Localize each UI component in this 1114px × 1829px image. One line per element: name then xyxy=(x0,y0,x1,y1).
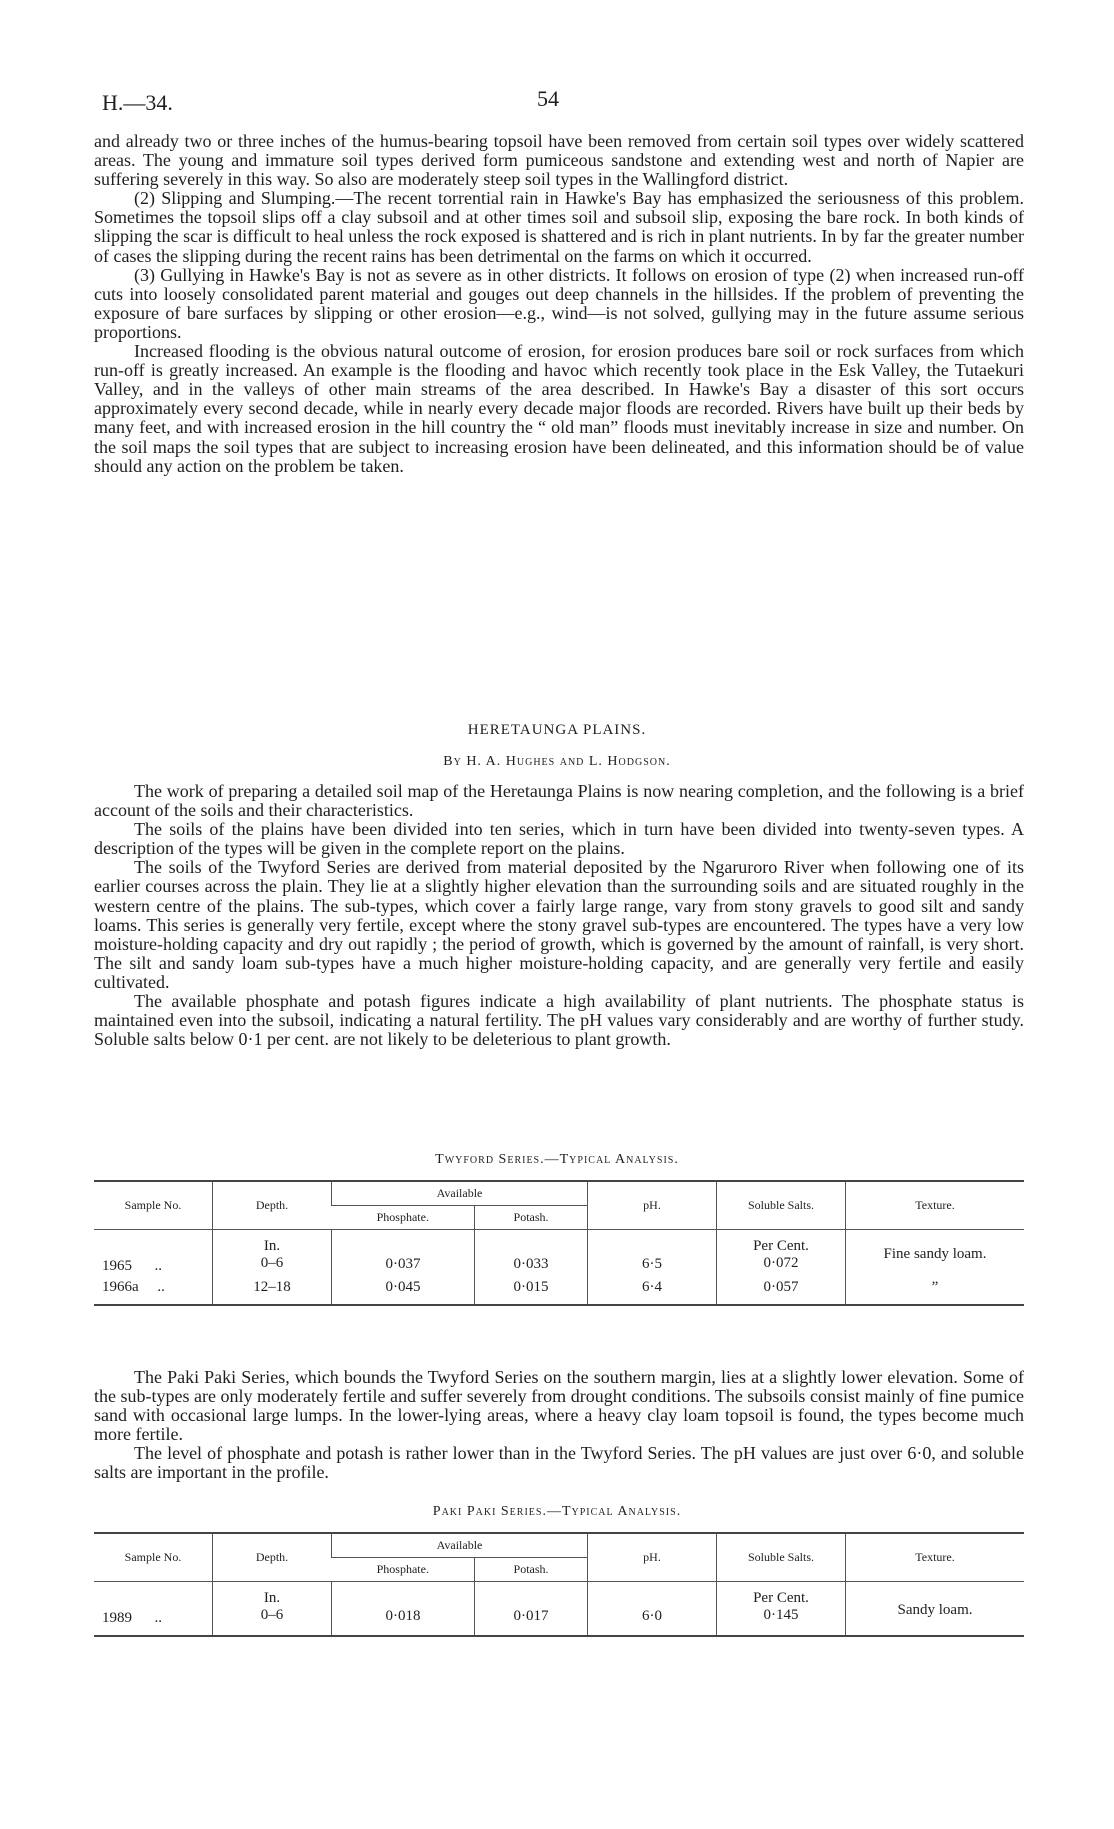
paragraph: (3) Gullying in Hawke's Bay is not as severe as in other districts. It follows on erosion of type (2) when increased run-off cuts into loosely consolidated parent material and gouges out deep channels in the hillsides. If the problem of preventing the exposure of bare surfaces by slipping or other erosion—e.g., wind—is not solved, gullying may in the future assume serious proportions. xyxy=(94,264,1024,342)
paragraph: (2) Slipping and Slumping.—The recent torrential rain in Hawke's Bay has emphasized the seriousness of this problem. Sometimes the topsoil slips off a clay subsoil and at other times soil and subsoil slip, exposing the bare rock. In both kinds of slipping the scar is difficult to heal unless the rock exposed is shattered and is rich in plant nutrients. In by far the greater number of cases the slipping during the recent rains has been detrimental on the farms on which it occurred. xyxy=(94,188,1024,266)
cell xyxy=(94,1277,213,1305)
cell-salts: 0·145 xyxy=(763,1607,799,1623)
paragraph: The level of phosphate and potash is rather lower than in the Twyford Series. The pH values are just over 6·0, and soluble salts are important in the profile. xyxy=(94,1443,1024,1483)
cell-leader: .. xyxy=(157,1279,165,1295)
cell: 0·033 xyxy=(475,1230,588,1278)
cell xyxy=(717,1582,846,1637)
unit-label: Per Cent. xyxy=(753,1238,809,1254)
col-header: Texture. xyxy=(846,1533,1025,1582)
table-row xyxy=(94,1277,1024,1305)
cell xyxy=(213,1230,332,1278)
paragraph: The available phosphate and potash figures indicate a high availability of plant nutrients. The phosphate status is maintained even into the subsoil, indicating a natural fertility. The pH values vary considerably and are worthy of further study. Soluble salts below 0·1 per cent. are not likely to be deleterious to plant growth. xyxy=(94,991,1024,1050)
cell-leader: .. xyxy=(154,1610,162,1626)
table-paki xyxy=(94,1532,1024,1637)
cell-sample: 1989 xyxy=(102,1610,132,1626)
col-header: Soluble Salts. xyxy=(717,1533,846,1582)
page-number: 54 xyxy=(537,86,559,111)
paragraph: The soils of the plains have been divided into ten series, which in turn have been divided into twenty-seven types. A description of the types will be given in the complete report on the plains. xyxy=(94,819,1024,859)
paragraph: Increased flooding is the obvious natural outcome of erosion, for erosion produces bare soil or rock surfaces from which run-off is greatly increased. An example is the flooding and havoc which recently took place in the Esk Valley, the Tutaekuri Valley, and in the valleys of other main streams of the area described. In Hawke's Bay a disaster of this sort occurs approximately every second decade, while in nearly every decade major floods are recorded. Rivers have built up their beds by many feet, and with increased erosion in the hill country the “ old man” floods must inevitably increase in size and number. On the soil maps the soil types that are subject to increasing erosion have been delineated, and this information should be of value should any action on the problem be taken. xyxy=(94,341,1024,476)
col-header: pH. xyxy=(588,1533,717,1582)
cell-sample: 1965 xyxy=(102,1258,132,1274)
unit-label: In. xyxy=(263,1238,281,1254)
cell: 0·057 xyxy=(717,1277,846,1305)
cell-sample: 1966a xyxy=(102,1279,139,1295)
paragraph: The soils of the Twyford Series are derived from material deposited by the Ngaruroro River when following one of its earlier courses across the plain. They lie at a slightly higher elevation than the surrounding soils and are situated roughly in the western centre of the plains. The sub-types, which cover a fairly large range, vary from stony gravels to good silt and sandy loams. This series is generally very fertile, except where the stony gravel sub-types are encountered. The types have a very low moisture-holding capacity and dry out rapidly ; the period of growth, which is governed by the amount of rainfall, is very short. The silt and sandy loam sub-types have a much higher moisture-holding capacity, and are generally very fertile and easily cultivated. xyxy=(94,857,1024,992)
cell-salts: 0·072 xyxy=(763,1255,799,1271)
table-row xyxy=(94,1582,1024,1637)
col-header: Potash. xyxy=(475,1558,588,1582)
col-header: Available xyxy=(332,1181,588,1206)
table-title-paki: Paki Paki Series.—Typical Analysis. xyxy=(432,1504,682,1519)
col-header: Depth. xyxy=(213,1533,332,1582)
section-text xyxy=(94,782,1024,1049)
section-byline: By H. A. Hughes and L. Hodgson. xyxy=(443,754,671,769)
intro-text xyxy=(94,132,1024,476)
cell: 0·045 xyxy=(332,1277,475,1305)
col-header: Texture. xyxy=(846,1181,1025,1230)
table-row xyxy=(94,1230,1024,1278)
cell xyxy=(213,1582,332,1637)
cell: 6·5 xyxy=(588,1230,717,1278)
cell: 6·0 xyxy=(588,1582,717,1637)
col-header: Sample No. xyxy=(94,1181,213,1230)
cell: 0·015 xyxy=(475,1277,588,1305)
col-header: Available xyxy=(332,1533,588,1558)
cell xyxy=(94,1582,213,1637)
cell-depth: 0–6 xyxy=(260,1255,284,1271)
cell: 0·037 xyxy=(332,1230,475,1278)
cell: 6·4 xyxy=(588,1277,717,1305)
col-header: Soluble Salts. xyxy=(717,1181,846,1230)
table-title-twyford: Twyford Series.—Typical Analysis. xyxy=(435,1152,679,1167)
table-twyford xyxy=(94,1180,1024,1306)
paragraph: and already two or three inches of the humus-bearing topsoil have been removed from certain soil types over widely scattered areas. The young and immature soil types derived form pumiceous sandstone and extending west and north of Napier are suffering severely in this way. So also are moderately steep soil types in the Wallingford district. xyxy=(94,131,1024,190)
section-title: HERETAUNGA PLAINS. xyxy=(467,722,647,738)
col-header: pH. xyxy=(588,1181,717,1230)
cell: 0·017 xyxy=(475,1582,588,1637)
cell xyxy=(717,1230,846,1278)
cell-leader: .. xyxy=(154,1258,162,1274)
col-header: Phosphate. xyxy=(332,1206,475,1230)
unit-label: In. xyxy=(263,1590,281,1606)
cell: Fine sandy loam. xyxy=(846,1230,1025,1278)
cell-depth: 0–6 xyxy=(260,1607,284,1623)
cell: Sandy loam. xyxy=(846,1582,1025,1637)
col-header: Sample No. xyxy=(94,1533,213,1582)
col-header: Depth. xyxy=(213,1181,332,1230)
paragraph: The Paki Paki Series, which bounds the Twyford Series on the southern margin, lies at a slightly lower elevation. Some of the sub-types are only moderately fertile and suffer severely from drought conditions. The subsoils consist mainly of fine pumice sand with occasional large lumps. In the lower-lying areas, where a heavy clay loam topsoil is found, the types become much more fertile. xyxy=(94,1367,1024,1445)
cell: 0·018 xyxy=(332,1582,475,1637)
col-header: Phosphate. xyxy=(332,1558,475,1582)
unit-label: Per Cent. xyxy=(753,1590,809,1606)
paragraph: The work of preparing a detailed soil map of the Heretaunga Plains is now nearing completion, and the following is a brief account of the soils and their characteristics. xyxy=(94,781,1024,821)
report-code: H.—34. xyxy=(102,90,173,115)
col-header: Potash. xyxy=(475,1206,588,1230)
cell: ” xyxy=(846,1277,1025,1305)
cell: 12–18 xyxy=(213,1277,332,1305)
cell xyxy=(94,1230,213,1278)
paki-text xyxy=(94,1368,1024,1483)
